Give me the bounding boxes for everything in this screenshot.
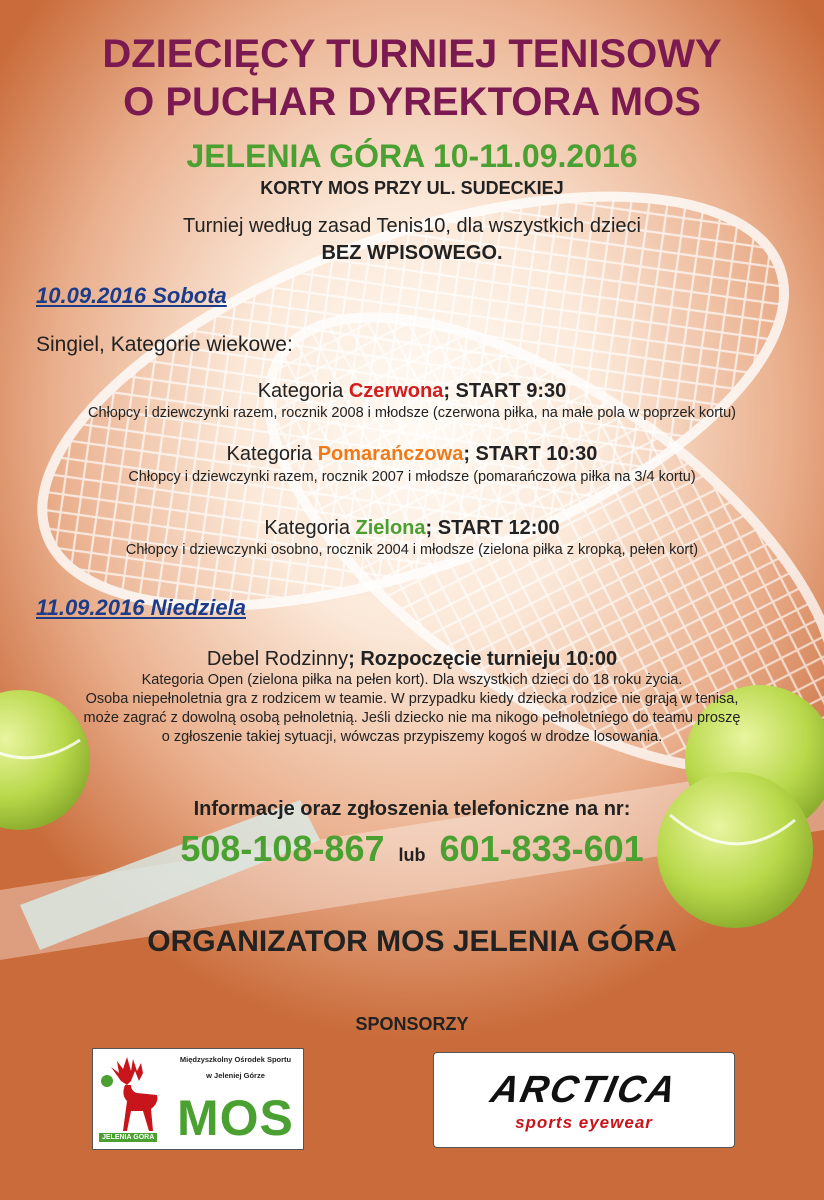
category-name: Pomarańczowa	[317, 443, 464, 465]
category-red-desc: Chłopcy i dziewczynki razem, rocznik 2008 i młodsze (czerwona piłka, na małe pola w poprzek kortu)	[88, 405, 736, 421]
event-name: Debel Rodzinny	[206, 648, 349, 670]
category-start: ; START 10:30	[463, 443, 598, 465]
category-green-desc: Chłopcy i dziewczynki osobno, rocznik 2004 i młodsze (zielona piłka z kropką, pełen kort)	[125, 542, 699, 558]
poster-title-line1: DZIECIĘCY TURNIEJ TENISOWY	[102, 32, 722, 76]
sunday-line: o zgłoszenie takiej sytuacji, wówczas przypiszemy kogoś w drodze losowania.	[161, 729, 663, 745]
mos-name-line2: w Jeleniej Górze	[206, 1071, 265, 1080]
sunday-line: może zagrać z dowolną osobą pełnoletnią. Jeśli dziecko nie ma nikogo pełnoletniego do teamu proszę	[83, 710, 741, 726]
mos-badge: JELENIA GÓRA	[99, 1133, 157, 1142]
place-date: JELENIA GÓRA 10-11.09.2016	[186, 138, 638, 174]
mos-logo-text: MOS	[177, 1090, 294, 1146]
phone-separator: lub	[398, 845, 426, 865]
mos-name-line1: Międzyszkolny Ośrodek Sportu	[179, 1055, 292, 1064]
contact-label: Informacje oraz zgłoszenia telefoniczne na nr:	[193, 798, 631, 820]
sponsor-mos-logo	[92, 1048, 304, 1150]
family-doubles-title	[0, 648, 824, 671]
category-start: ; START 12:00	[425, 517, 560, 539]
arctica-tagline: sports eyewear	[515, 1113, 653, 1132]
category-green-title	[0, 517, 824, 540]
poster-title-line2: O PUCHAR DYREKTORA MOS	[123, 80, 701, 124]
category-start: ; START 9:30	[443, 380, 567, 402]
saturday-intro: Singiel, Kategorie wiekowe:	[36, 333, 293, 356]
sunday-line: Osoba niepełnoletnia gra z rodzicem w teamie. W przypadku kiedy dziecka rodzice nie grają w tenisa,	[85, 691, 739, 707]
venue: KORTY MOS PRZY UL. SUDECKIEJ	[260, 178, 564, 198]
fee-line: BEZ WPISOWEGO.	[321, 242, 503, 264]
organizer: ORGANIZATOR MOS JELENIA GÓRA	[147, 925, 677, 958]
event-start: ; Rozpoczęcie turnieju 10:00	[348, 648, 618, 670]
sponsor-arctica-logo	[433, 1052, 735, 1148]
category-prefix: Kategoria	[264, 517, 356, 539]
phone-numbers	[0, 828, 824, 870]
category-red-title	[0, 380, 824, 403]
sponsors-heading: SPONSORZY	[355, 1014, 469, 1034]
saturday-heading: 10.09.2016 Sobota	[36, 283, 227, 308]
category-prefix: Kategoria	[257, 380, 349, 402]
category-name: Zielona	[355, 517, 426, 539]
phone-number-2[interactable]: 601-833-601	[439, 828, 644, 869]
category-prefix: Kategoria	[226, 443, 318, 465]
category-name: Czerwona	[348, 380, 444, 402]
arctica-logo-text: ARCTICA	[487, 1069, 682, 1111]
rules-line: Turniej według zasad Tenis10, dla wszystkich dzieci	[183, 215, 641, 237]
category-orange-desc: Chłopcy i dziewczynki razem, rocznik 2007 i młodsze (pomarańczowa piłka na 3/4 kortu)	[128, 469, 696, 485]
category-orange-title	[0, 443, 824, 466]
sunday-line: Kategoria Open (zielona piłka na pełen kort). Dla wszystkich dzieci do 18 roku życia.	[141, 672, 683, 688]
sunday-heading: 11.09.2016 Niedziela	[36, 595, 246, 620]
phone-number-1[interactable]: 508-108-867	[180, 828, 385, 869]
